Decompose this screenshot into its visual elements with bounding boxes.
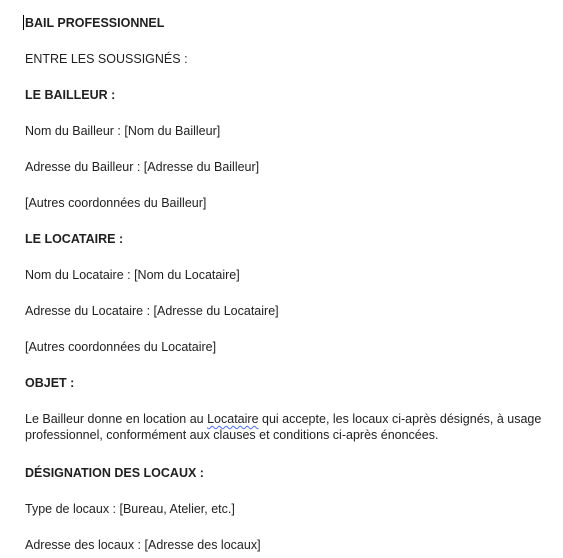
tenant-name: Nom du Locataire : [Nom du Locataire]: [25, 268, 240, 282]
premises-heading: DÉSIGNATION DES LOCAUX :: [25, 466, 204, 480]
text-cursor: [23, 15, 24, 30]
document-title: BAIL PROFESSIONNEL: [25, 16, 165, 30]
lessor-heading: LE BAILLEUR :: [25, 88, 116, 102]
tenant-address: Adresse du Locataire : [Adresse du Locataire]: [25, 304, 279, 318]
object-text-start: Le Bailleur donne en location au: [25, 412, 208, 426]
object-heading: OBJET :: [25, 376, 75, 390]
lessor-address: Adresse du Bailleur : [Adresse du Bailleur]: [25, 160, 260, 174]
tenant-heading: LE LOCATAIRE :: [25, 232, 124, 246]
tenant-other-details: [Autres coordonnées du Locataire]: [25, 340, 217, 354]
lessor-name: Nom du Bailleur : [Nom du Bailleur]: [25, 124, 221, 138]
spellcheck-flagged-word[interactable]: Locataire: [207, 412, 259, 426]
object-text-end: qui accepte, les locaux ci-après désignés, à usage professionnel, conformément aux clauses et conditions ci-après énoncées.: [25, 412, 542, 442]
parties-intro: ENTRE LES SOUSSIGNÉS :: [25, 52, 188, 66]
object-paragraph: [25, 411, 545, 443]
premises-type: Type de locaux : [Bureau, Atelier, etc.]: [25, 502, 235, 516]
lessor-other-details: [Autres coordonnées du Bailleur]: [25, 196, 207, 210]
premises-address: Adresse des locaux : [Adresse des locaux]: [25, 538, 261, 552]
